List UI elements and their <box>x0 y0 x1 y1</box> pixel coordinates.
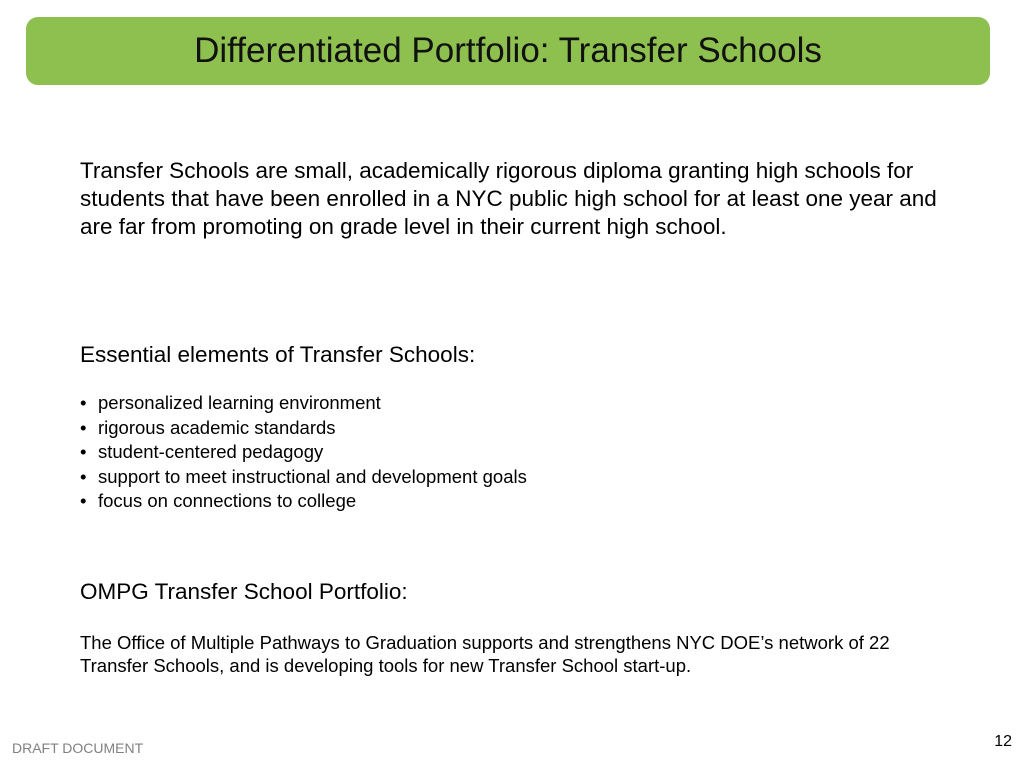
list-item <box>80 489 527 514</box>
essential-elements-list <box>80 391 527 514</box>
bullet-glyph: • <box>80 416 87 438</box>
list-item-text: support to meet instructional and development goals <box>98 465 527 487</box>
list-item-text: rigorous academic standards <box>98 416 336 438</box>
list-item <box>80 416 527 441</box>
essential-elements-heading: Essential elements of Transfer Schools: <box>80 342 476 367</box>
title-bar <box>26 17 990 85</box>
slide-title: Differentiated Portfolio: Transfer Schools <box>194 31 822 70</box>
list-item-text: focus on connections to college <box>98 490 357 511</box>
bullet-glyph: • <box>80 392 87 413</box>
bullet-glyph: • <box>80 490 87 511</box>
list-item <box>80 440 527 465</box>
portfolio-heading: OMPG Transfer School Portfolio: <box>80 579 408 604</box>
bullet-glyph: • <box>80 441 87 462</box>
bullet-glyph: • <box>80 465 87 487</box>
list-item <box>80 465 527 490</box>
list-item-text: student-centered pedagogy <box>98 441 324 462</box>
list-item-text: personalized learning environment <box>98 392 381 413</box>
list-item <box>80 391 527 416</box>
draft-label: DRAFT DOCUMENT <box>12 740 144 756</box>
portfolio-paragraph: The Office of Multiple Pathways to Graduation supports and strengthens NYC DOE’s network of 22 Transfer Schools, and is developing tools for new Transfer School start-up. <box>80 632 890 676</box>
intro-paragraph: Transfer Schools are small, academically rigorous diploma granting high schools for students that have been enrolled in a NYC public high school for at least one year and are far from promoting on grade level in their current high school. <box>80 158 937 239</box>
page-number: 12 <box>994 733 1012 750</box>
